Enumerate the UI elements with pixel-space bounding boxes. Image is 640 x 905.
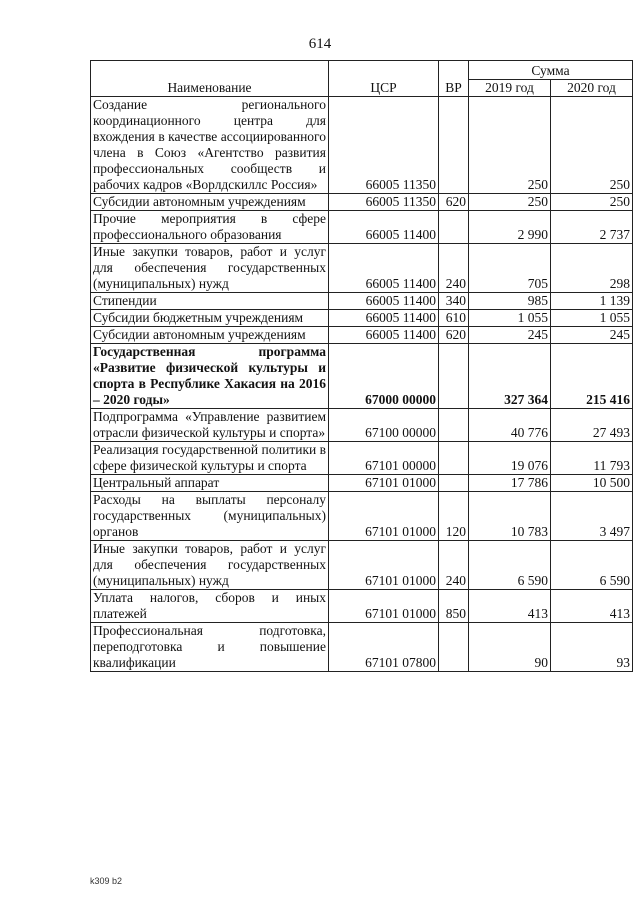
table-row xyxy=(91,97,633,194)
row-csr: 67100 00000 xyxy=(329,409,439,442)
header-csr: ЦСР xyxy=(329,61,439,97)
row-vr xyxy=(439,344,469,409)
header-name: Наименование xyxy=(91,61,329,97)
row-sum-2019: 10 783 xyxy=(469,492,551,541)
row-vr: 610 xyxy=(439,310,469,327)
table-row xyxy=(91,194,633,211)
row-vr: 620 xyxy=(439,194,469,211)
table-row xyxy=(91,590,633,623)
row-name: Субсидии автономным учреждениям xyxy=(91,327,329,344)
row-sum-2020: 413 xyxy=(551,590,633,623)
row-csr: 66005 11400 xyxy=(329,310,439,327)
table-row xyxy=(91,541,633,590)
row-sum-2020: 93 xyxy=(551,623,633,672)
budget-table xyxy=(90,60,633,672)
row-sum-2019: 245 xyxy=(469,327,551,344)
page-number: 614 xyxy=(308,36,332,52)
table-row xyxy=(91,442,633,475)
row-vr: 240 xyxy=(439,244,469,293)
footer-code: k309 b2 xyxy=(90,876,123,886)
table-row xyxy=(91,211,633,244)
table-row xyxy=(91,310,633,327)
row-sum-2019: 985 xyxy=(469,293,551,310)
row-sum-2019: 327 364 xyxy=(469,344,551,409)
row-sum-2020: 6 590 xyxy=(551,541,633,590)
row-sum-2020: 27 493 xyxy=(551,409,633,442)
row-sum-2020: 245 xyxy=(551,327,633,344)
row-sum-2019: 1 055 xyxy=(469,310,551,327)
row-name: Реализация государственной политики в сфере физической культуры и спорта xyxy=(91,442,329,475)
row-csr: 67101 01000 xyxy=(329,590,439,623)
table-row xyxy=(91,244,633,293)
row-name: Субсидии автономным учреждениям xyxy=(91,194,329,211)
row-sum-2019: 6 590 xyxy=(469,541,551,590)
row-vr: 620 xyxy=(439,327,469,344)
table-row xyxy=(91,327,633,344)
row-sum-2020: 298 xyxy=(551,244,633,293)
header-year-2019: 2019 год xyxy=(469,80,551,97)
row-sum-2019: 250 xyxy=(469,194,551,211)
row-sum-2020: 10 500 xyxy=(551,475,633,492)
row-name: Государственная программа «Развитие физической культуры и спорта в Республике Хакасия на 2016 – 2020 годы» xyxy=(91,344,329,409)
row-name: Профессиональная подготовка, переподготовка и повышение квалификации xyxy=(91,623,329,672)
row-sum-2019: 17 786 xyxy=(469,475,551,492)
row-csr: 67000 00000 xyxy=(329,344,439,409)
table-row xyxy=(91,475,633,492)
row-sum-2020: 1 055 xyxy=(551,310,633,327)
row-name: Создание регионального координационного центра для вхождения в качестве ассоциированного члена в Союз «Агентство развития профессиональных сообществ и рабочих кадров «Ворлдскиллс Россия» xyxy=(91,97,329,194)
row-name: Стипендии xyxy=(91,293,329,310)
header-year-2020: 2020 год xyxy=(551,80,633,97)
row-sum-2020: 11 793 xyxy=(551,442,633,475)
table-row xyxy=(91,344,633,409)
row-sum-2020: 250 xyxy=(551,194,633,211)
row-name: Расходы на выплаты персоналу государственных (муниципальных) органов xyxy=(91,492,329,541)
table-row xyxy=(91,623,633,672)
row-csr: 67101 01000 xyxy=(329,492,439,541)
row-name: Иные закупки товаров, работ и услуг для обеспечения государственных (муниципальных) нужд xyxy=(91,244,329,293)
row-csr: 66005 11400 xyxy=(329,244,439,293)
row-csr: 67101 07800 xyxy=(329,623,439,672)
row-vr xyxy=(439,442,469,475)
row-sum-2019: 250 xyxy=(469,97,551,194)
row-sum-2020: 3 497 xyxy=(551,492,633,541)
row-sum-2019: 413 xyxy=(469,590,551,623)
row-csr: 66005 11400 xyxy=(329,293,439,310)
row-vr xyxy=(439,475,469,492)
row-vr: 240 xyxy=(439,541,469,590)
row-csr: 67101 00000 xyxy=(329,442,439,475)
row-sum-2020: 250 xyxy=(551,97,633,194)
row-csr: 67101 01000 xyxy=(329,475,439,492)
row-csr: 66005 11350 xyxy=(329,194,439,211)
row-sum-2019: 90 xyxy=(469,623,551,672)
row-csr: 66005 11350 xyxy=(329,97,439,194)
row-sum-2020: 215 416 xyxy=(551,344,633,409)
row-sum-2020: 2 737 xyxy=(551,211,633,244)
row-vr: 340 xyxy=(439,293,469,310)
row-name: Иные закупки товаров, работ и услуг для обеспечения государственных (муниципальных) нужд xyxy=(91,541,329,590)
table-row xyxy=(91,492,633,541)
row-sum-2019: 40 776 xyxy=(469,409,551,442)
row-name: Прочие мероприятия в сфере профессионального образования xyxy=(91,211,329,244)
row-sum-2019: 19 076 xyxy=(469,442,551,475)
row-vr: 120 xyxy=(439,492,469,541)
row-name: Уплата налогов, сборов и иных платежей xyxy=(91,590,329,623)
row-csr: 67101 01000 xyxy=(329,541,439,590)
row-name: Субсидии бюджетным учреждениям xyxy=(91,310,329,327)
row-vr xyxy=(439,623,469,672)
row-vr xyxy=(439,97,469,194)
row-csr: 66005 11400 xyxy=(329,211,439,244)
table-row xyxy=(91,293,633,310)
row-sum-2020: 1 139 xyxy=(551,293,633,310)
row-vr xyxy=(439,409,469,442)
row-csr: 66005 11400 xyxy=(329,327,439,344)
table-row xyxy=(91,409,633,442)
row-name: Подпрограмма «Управление развитием отрасли физической культуры и спорта» xyxy=(91,409,329,442)
row-sum-2019: 2 990 xyxy=(469,211,551,244)
row-name: Центральный аппарат xyxy=(91,475,329,492)
row-vr: 850 xyxy=(439,590,469,623)
header-sum: Сумма xyxy=(469,61,633,80)
row-vr xyxy=(439,211,469,244)
row-sum-2019: 705 xyxy=(469,244,551,293)
header-vr: ВР xyxy=(439,61,469,97)
